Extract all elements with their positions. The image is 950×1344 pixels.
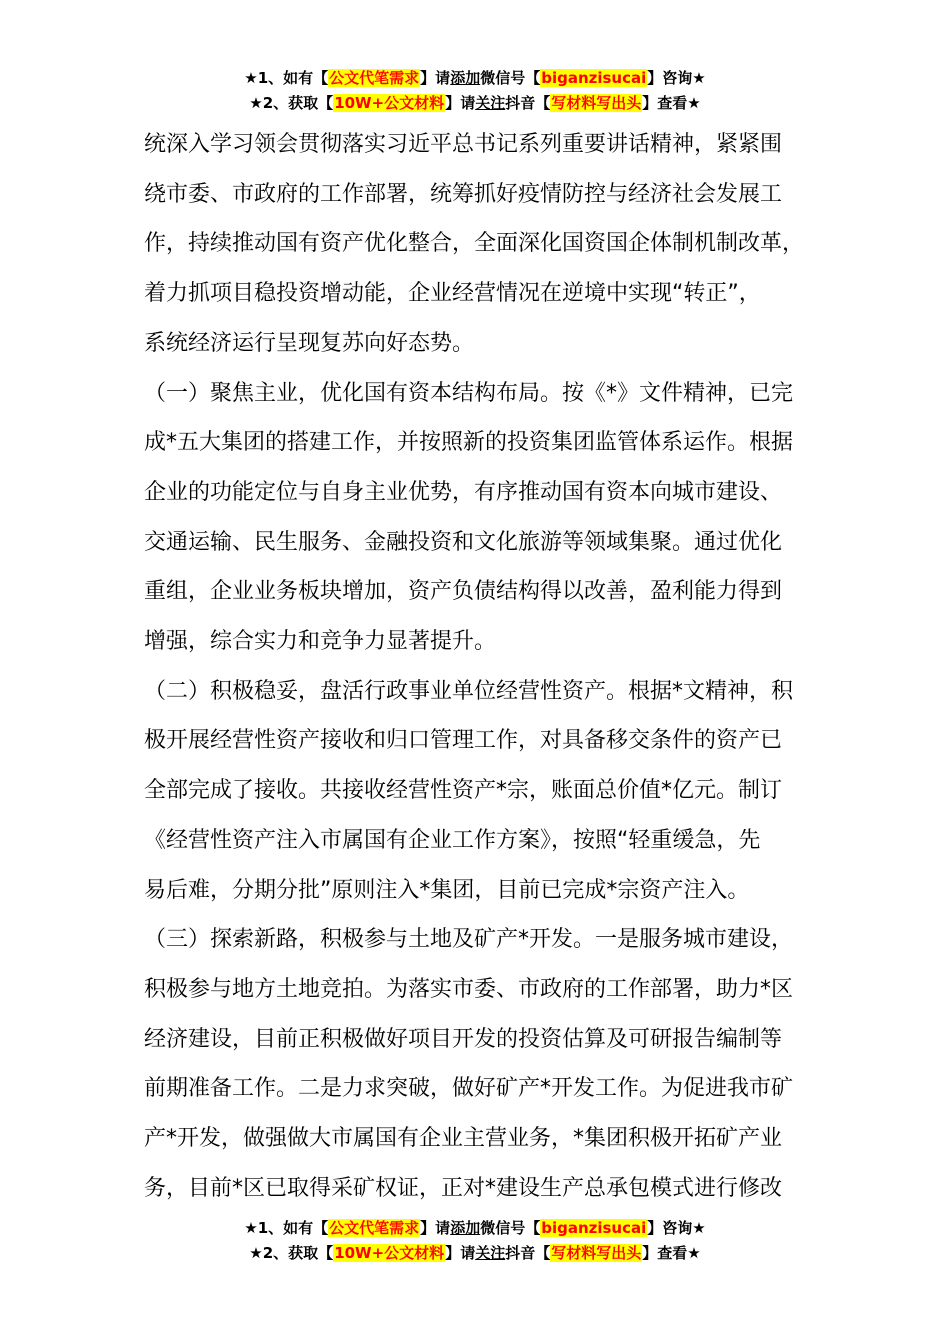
highlight-writing-service: 公文代笔需求 (329, 1219, 420, 1237)
paragraph-section-3: （三）探索新路，积极参与土地及矿产*开发。一是服务城市建设， 积极参与地方土地竞拍。为落实市委、市政府的工作部署，助力*区 经济建设，目前正积极做好项目开发的投资估算及可研报告编制等 前期准备工作。二是力求突破，做好矿产*开发工作。为促进我市矿 产*开发，做强做大市属国有企业主营业务，*集团积极开拓矿产业 务，目前*区已取得采矿权证，正对*建设生产总承包模式进行修改 (144, 927, 794, 1201)
paragraph-section-2: （二）积极稳妥，盘活行政事业单位经营性资产。根据*文精神，积 极开展经营性资产接收和归口管理工作，对具备移交条件的资产已 全部完成了接收。共接收经营性资产*宗，账面总价值*亿元。制订 《经营性资产注入市属国有企业工作方案》，按照“轻重缓急，先 易后难，分期分批”原则注入*集团，目前已完成*宗资产注入。 (144, 678, 794, 903)
banner-line-2: ★2、获取【10W+公文材料】请关注抖音【写材料写出头】查看★ (249, 94, 701, 112)
highlight-wechat-id: biganzisucai (541, 69, 647, 87)
banner-line-1: ★1、如有【公文代笔需求】请添加微信号【biganzisucai】咨询★ (244, 1219, 706, 1237)
highlight-douyin-account: 写材料写出头 (551, 94, 642, 112)
banner-line-2: ★2、获取【10W+公文材料】请关注抖音【写材料写出头】查看★ (249, 1244, 701, 1262)
footer-banner (0, 1216, 950, 1266)
highlight-douyin-account: 写材料写出头 (551, 1244, 642, 1262)
highlight-materials: 10W+公文材料 (334, 1244, 445, 1262)
banner-line-1: ★1、如有【公文代笔需求】请添加微信号【biganzisucai】咨询★ (244, 69, 706, 87)
highlight-writing-service: 公文代笔需求 (329, 69, 420, 87)
highlight-wechat-id: biganzisucai (541, 1219, 647, 1237)
document-body (144, 120, 820, 1213)
header-banner (0, 66, 950, 116)
highlight-materials: 10W+公文材料 (334, 94, 445, 112)
paragraph-section-1: （一）聚焦主业，优化国有资本结构布局。按《*》文件精神，已完 成*五大集团的搭建工作，并按照新的投资集团监管体系运作。根据 企业的功能定位与自身主业优势，有序推动国有资本向城市建设、 交通运输、民生服务、金融投资和文化旅游等领域集聚。通过优化 重组，企业业务板块增加，资产负债结构得以改善，盈利能力得到 增强，综合实力和竞争力显著提升。 (144, 380, 794, 655)
paragraph-intro: 统深入学习领会贯彻落实习近平总书记系列重要讲话精神，紧紧围 绕市委、市政府的工作部署，统筹抓好疫情防控与经济社会发展工 作，持续推动国有资产优化整合，全面深化国资国企体制机制改革， 着力抓项目稳投资增动能，企业经营情况在逆境中实现“转正”， 系统经济运行呈现复苏向好态势。 (144, 132, 805, 356)
